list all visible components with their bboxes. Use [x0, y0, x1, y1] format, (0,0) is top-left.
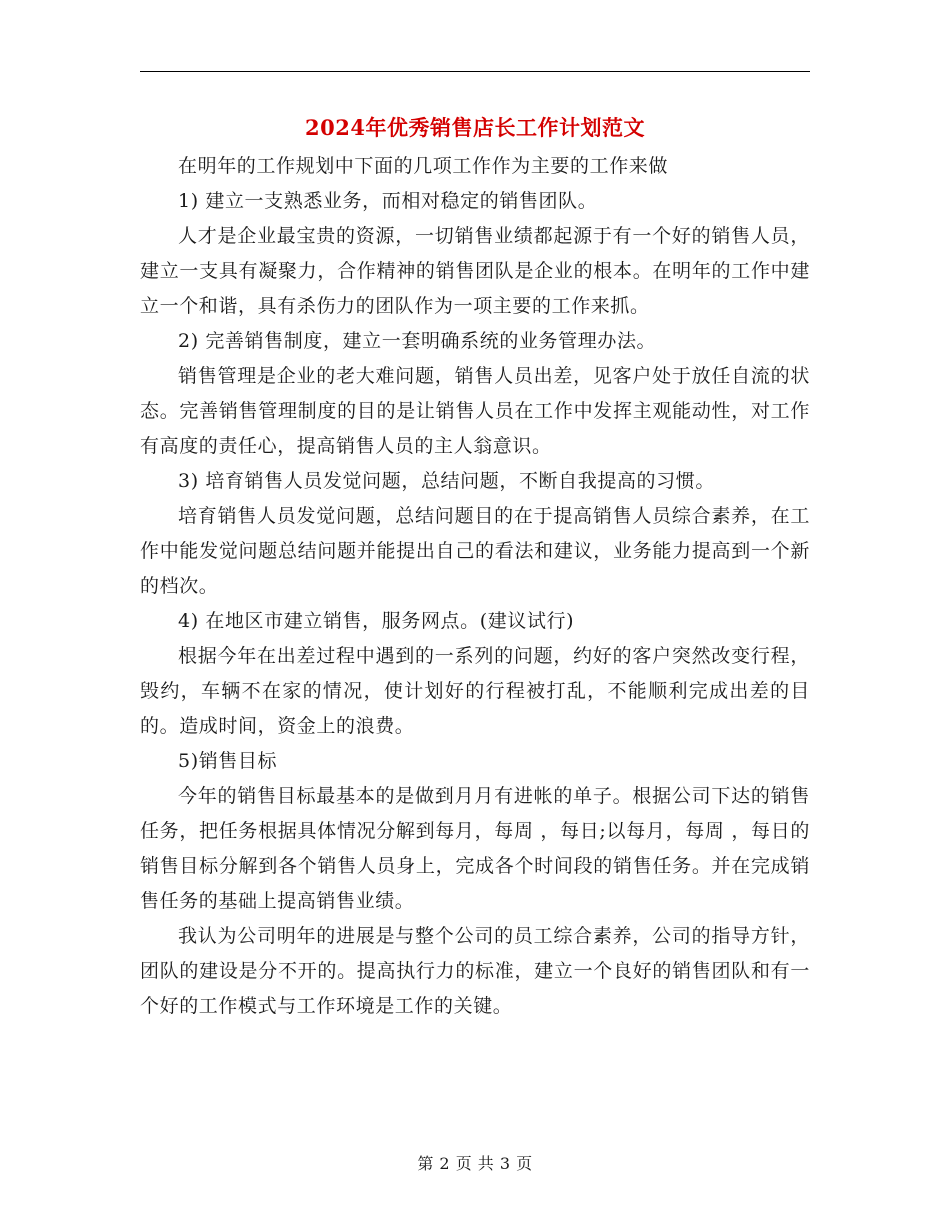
header-rule	[140, 71, 810, 72]
item-3-body: 培育销售人员发觉问题，总结问题目的在于提高销售人员综合素养，在工作中能发觉问题总结问题并能提出自己的看法和建议，业务能力提高到一个新的档次。	[140, 505, 810, 597]
item-5-heading: 5)销售目标	[178, 750, 278, 772]
item-4-body: 根据今年在出差过程中遇到的一系列的问题，约好的客户突然改变行程，毁约，车辆不在家的情况，使计划好的行程被打乱，不能顺利完成出差的目的。造成时间，资金上的浪费。	[140, 645, 810, 737]
document-body	[140, 149, 810, 1024]
intro-paragraph: 在明年的工作规划中下面的几项工作作为主要的工作来做	[178, 155, 669, 177]
item-1-heading: 1) 建立一支熟悉业务，而相对稳定的销售团队。	[178, 190, 598, 212]
item-3-heading: 3) 培育销售人员发觉问题，总结问题，不断自我提高的习惯。	[178, 470, 715, 492]
item-2-heading: 2) 完善销售制度，建立一套明确系统的业务管理办法。	[178, 330, 657, 352]
item-2-body: 销售管理是企业的老大难问题，销售人员出差，见客户处于放任自流的状态。完善销售管理制度的目的是让销售人员在工作中发挥主观能动性，对工作有高度的责任心，提高销售人员的主人翁意识。	[140, 365, 810, 457]
conclusion-paragraph: 我认为公司明年的进展是与整个公司的员工综合素养，公司的指导方针，团队的建设是分不开的。提高执行力的标准，建立一个良好的销售团队和有一个好的工作模式与工作环境是工作的关键。	[140, 925, 810, 1017]
item-1-body: 人才是企业最宝贵的资源，一切销售业绩都起源于有一个好的销售人员，建立一支具有凝聚力，合作精神的销售团队是企业的根本。在明年的工作中建立一个和谐，具有杀伤力的团队作为一项主要的工作来抓。	[140, 225, 810, 317]
item-4-heading: 4) 在地区市建立销售，服务网点。(建议试行)	[178, 610, 575, 632]
document-title: 2024年优秀销售店长工作计划范文	[305, 115, 645, 140]
item-5-body: 今年的销售目标最基本的是做到月月有进帐的单子。根据公司下达的销售任务，把任务根据具体情况分解到每月，每周 ，每日;以每月，每周 ，每日的销售目标分解到各个销售人员身上，完成各个时间段的销售任务。并在完成销售任务的基础上提高销售业绩。	[140, 785, 810, 912]
page-number-footer: 第 2 页 共 3 页	[417, 1154, 533, 1173]
